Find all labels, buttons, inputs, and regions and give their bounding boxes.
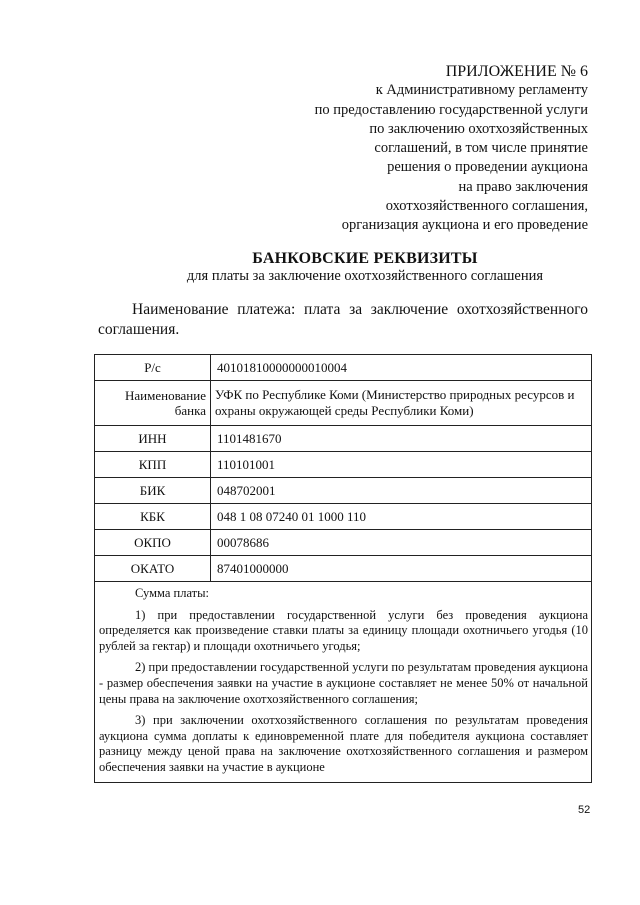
payment-name: Наименование платежа: плата за заключение охотхозяйственного соглашения.	[98, 301, 588, 338]
table-row	[95, 426, 592, 452]
page-number: 52	[578, 804, 591, 816]
appendix-header	[258, 62, 588, 236]
table-row	[95, 530, 592, 556]
appendix-line: организация аукциона и его проведение	[341, 217, 588, 234]
bik-label: БИК	[95, 478, 211, 504]
document-subtitle: для платы за заключение охотхозяйственного соглашения	[186, 268, 544, 284]
inn-label: ИНН	[95, 426, 211, 452]
bank-label: Наименование банка	[95, 381, 211, 426]
bank-details-table	[94, 354, 592, 783]
kpp-value: 110101001	[211, 452, 592, 478]
bank-value: УФК по Республике Коми (Министерство природных ресурсов и охраны окружающей среды Республики Коми)	[211, 381, 592, 426]
kpp-label: КПП	[95, 452, 211, 478]
payment-amount-item: 2) при предоставлении государственной услуги по результатам проведения аукциона - размер обеспечения заявки на участие в аукционе составляет не менее 50% от начальной цены права на заключение охотхозяйственного соглашения;	[99, 660, 588, 706]
table-row	[95, 556, 592, 582]
table-row	[95, 355, 592, 381]
bik-value: 048702001	[211, 478, 592, 504]
account-label: Р/с	[95, 355, 211, 381]
table-row	[95, 452, 592, 478]
kbk-value: 048 1 08 07240 01 1000 110	[211, 504, 592, 530]
table-row	[95, 381, 592, 426]
kbk-label: КБК	[95, 504, 211, 530]
appendix-line: решения о проведении аукциона	[387, 159, 588, 176]
table-row	[95, 582, 592, 783]
okato-value: 87401000000	[211, 556, 592, 582]
table-row	[95, 504, 592, 530]
payment-amount-cell	[95, 582, 592, 783]
appendix-line: по предоставлению государственной услуги	[314, 101, 588, 118]
inn-value: 1101481670	[211, 426, 592, 452]
payment-amount-item: 1) при предоставлении государственной услуги без проведения аукциона определяется как произведение ставки платы за единицу площади охотничьего угодья (10 рублей за гектар) и площади охотничьего угодья;	[99, 607, 588, 653]
appendix-line: охотхозяйственного соглашения,	[385, 198, 588, 215]
account-value: 40101810000000010004	[211, 355, 592, 381]
okato-label: ОКАТО	[95, 556, 211, 582]
appendix-line: соглашений, в том числе принятие	[374, 140, 588, 157]
table-row	[95, 478, 592, 504]
appendix-line: на право заключения	[458, 178, 588, 195]
appendix-line: по заключению охотхозяйственных	[369, 120, 588, 137]
document-title: БАНКОВСКИЕ РЕКВИЗИТЫ	[252, 250, 478, 267]
okpo-value: 00078686	[211, 530, 592, 556]
payment-amount-heading: Сумма платы:	[135, 586, 210, 600]
appendix-line: к Административному регламенту	[375, 82, 588, 99]
okpo-label: ОКПО	[95, 530, 211, 556]
payment-amount-item: 3) при заключении охотхозяйственного соглашения по результатам проведения аукциона сумма доплаты к единовременной плате для победителя аукциона составляет разницу между ценой права на заключение охотхозяйственного соглашения и размером обеспечения заявки на участие в аукционе	[99, 713, 588, 774]
appendix-title: ПРИЛОЖЕНИЕ № 6	[445, 63, 588, 80]
